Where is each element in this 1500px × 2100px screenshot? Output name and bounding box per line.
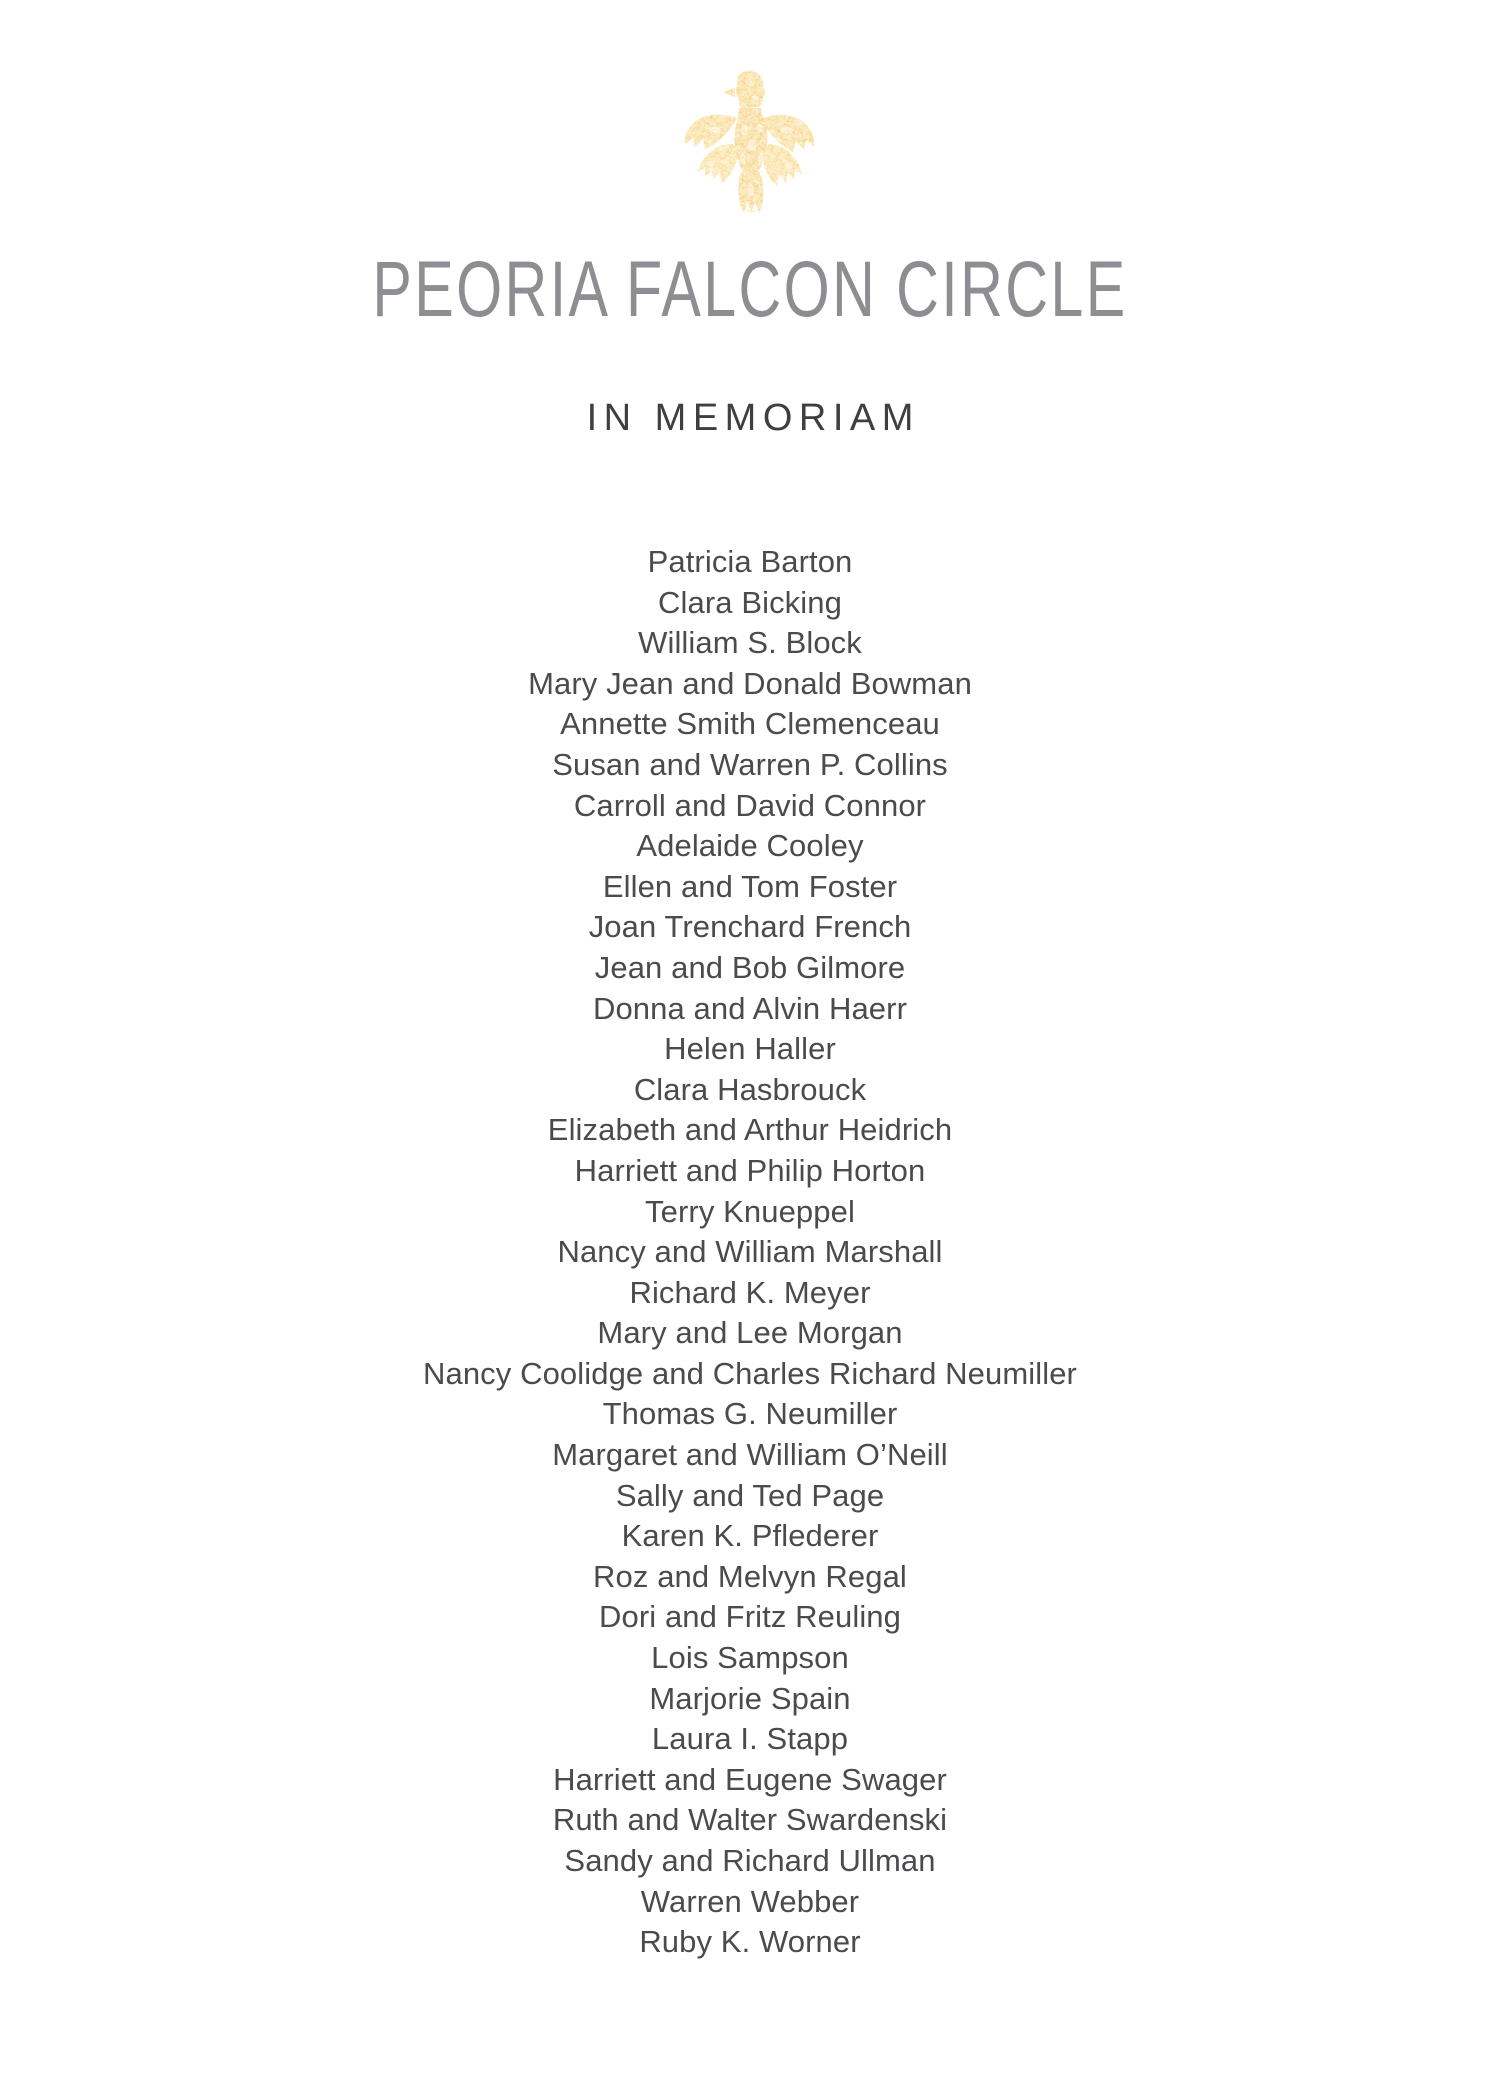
list-item: Lois Sampson <box>651 1640 849 1676</box>
list-item: Adelaide Cooley <box>636 828 864 864</box>
list-item: Sandy and Richard Ullman <box>564 1843 936 1878</box>
list-item: Thomas G. Neumiller <box>602 1396 898 1432</box>
list-item: Karen K. Pflederer <box>621 1518 879 1554</box>
memorial-name-list <box>0 542 1500 1963</box>
list-item: Donna and Alvin Haerr <box>592 990 907 1026</box>
list-item: Ruth and Walter Swardenski <box>552 1802 948 1838</box>
list-item: Nancy and William Marshall <box>557 1234 943 1270</box>
list-item: Jean and Bob Gilmore <box>594 949 906 985</box>
list-item: Richard K. Meyer <box>629 1274 871 1310</box>
list-item: Sally and Ted Page <box>615 1477 885 1513</box>
list-item: Terry Knueppel <box>645 1193 855 1229</box>
list-item: Helen Haller <box>664 1031 836 1067</box>
list-item: Ellen and Tom Foster <box>602 868 898 904</box>
list-item: Clara Bicking <box>658 584 842 620</box>
list-item: Warren Webber <box>640 1883 860 1919</box>
list-item: Roz and Melvyn Regal <box>593 1558 907 1594</box>
list-item: Dori and Fritz Reuling <box>599 1599 901 1635</box>
falcon-crest-icon <box>675 68 825 220</box>
section-heading-in-memoriam: IN MEMORIAM <box>586 397 920 439</box>
organization-title: PEORIA FALCON CIRCLE <box>372 244 1128 333</box>
list-item: Elizabeth and Arthur Heidrich <box>547 1112 953 1148</box>
list-item: Harriett and Eugene Swager <box>553 1761 947 1797</box>
list-item: Joan Trenchard French <box>588 909 912 945</box>
list-item: Carroll and David Connor <box>573 787 927 823</box>
list-item: William S. Block <box>638 625 862 661</box>
list-item: Marjorie Spain <box>649 1680 851 1716</box>
list-item: Mary and Lee Morgan <box>597 1315 903 1351</box>
list-item: Nancy Coolidge and Charles Richard Neumiller <box>423 1355 1077 1391</box>
list-item: Susan and Warren P. Collins <box>552 746 948 782</box>
list-item: Annette Smith Clemenceau <box>560 706 940 742</box>
list-item: Margaret and William O’Neill <box>552 1437 948 1473</box>
list-item: Clara Hasbrouck <box>633 1071 867 1107</box>
list-item: Mary Jean and Donald Bowman <box>528 665 972 701</box>
list-item: Harriett and Philip Horton <box>574 1152 926 1188</box>
list-item: Laura I. Stapp <box>651 1721 849 1757</box>
masthead <box>0 0 1500 333</box>
list-item: Patricia Barton <box>647 544 853 579</box>
list-item: Ruby K. Worner <box>639 1924 861 1960</box>
